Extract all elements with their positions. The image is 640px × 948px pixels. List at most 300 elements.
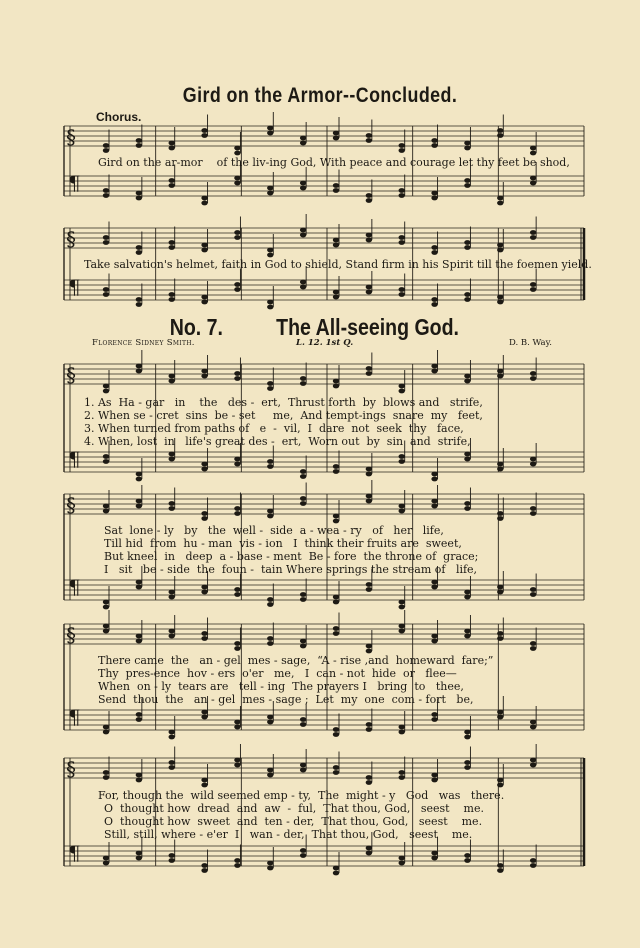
note-head (201, 590, 207, 595)
note-head (169, 292, 175, 297)
note-head (169, 590, 175, 595)
clef-icon: § (66, 757, 76, 781)
note-head (169, 506, 175, 511)
note-head (530, 641, 536, 646)
note-head (103, 193, 109, 198)
note-head (464, 141, 470, 146)
note-head (366, 780, 372, 785)
note-head (431, 499, 437, 504)
note-head (169, 240, 175, 245)
note-head (201, 369, 207, 374)
note-head (136, 585, 142, 590)
note-head (103, 292, 109, 297)
note-head (431, 639, 437, 644)
note-head (169, 297, 175, 302)
note-head (431, 712, 437, 717)
note-head (201, 201, 207, 206)
note-head (169, 374, 175, 379)
note-head (103, 235, 109, 240)
note-head (464, 595, 470, 600)
note-head (399, 389, 405, 394)
note-head (399, 775, 405, 780)
note-head (300, 136, 306, 141)
note-head (103, 188, 109, 193)
note-head (234, 592, 240, 597)
hymn-composer: D. B. Way. (508, 338, 552, 348)
note-head (431, 717, 437, 722)
note-head (530, 587, 536, 592)
note-head (530, 725, 536, 730)
note-head (234, 230, 240, 235)
hymn-title: The All-seeing God. (275, 314, 459, 340)
note-head (399, 770, 405, 775)
note-head (431, 851, 437, 856)
note-head (169, 452, 175, 457)
note-head (464, 765, 470, 770)
note-head (497, 467, 503, 472)
note-head (267, 464, 273, 469)
note-head (431, 138, 437, 143)
clef-icon: § (66, 227, 76, 251)
verse-line: Still, still, where - e'er I wan - der, That thou, God, seest me. (104, 828, 473, 841)
note-head (431, 472, 437, 477)
note-head (431, 143, 437, 148)
note-head (201, 516, 207, 521)
note-head (103, 624, 109, 629)
note-head (234, 863, 240, 868)
note-head (399, 235, 405, 240)
note-head (103, 509, 109, 514)
clef-icon: § (66, 623, 76, 647)
note-head (267, 514, 273, 519)
note-head (464, 297, 470, 302)
clef-icon: ¶ (68, 275, 81, 299)
note-head (333, 732, 339, 737)
note-head (136, 778, 142, 783)
note-head (234, 282, 240, 287)
note-head (103, 856, 109, 861)
note-head (136, 302, 142, 307)
note-head (497, 710, 503, 715)
note-head (136, 712, 142, 717)
note-head (497, 374, 503, 379)
note-head (267, 131, 273, 136)
note-head (234, 176, 240, 181)
note-head (300, 376, 306, 381)
chorus-lyric-line-2: Take salvation's helmet, faith in God to shield, Stand firm in his Spirit till the foemen yield. (84, 258, 592, 271)
note-head (431, 585, 437, 590)
note-head (169, 595, 175, 600)
note-head (530, 230, 536, 235)
note-head (201, 467, 207, 472)
note-head (201, 636, 207, 641)
clef-icon: § (66, 493, 76, 517)
note-head (497, 133, 503, 138)
note-head (399, 730, 405, 735)
note-head (234, 858, 240, 863)
chorus-lyric-line-1: Gird on the ar-mor of the liv-ing God, With peace and courage let thy feet be shod, (98, 156, 570, 169)
verse-line: 3. When turned from paths of e - vil, I dare not seek thy face, (84, 422, 464, 435)
note-head (431, 191, 437, 196)
note-head (399, 193, 405, 198)
note-head (464, 178, 470, 183)
note-head (103, 454, 109, 459)
note-head (366, 290, 372, 295)
note-head (399, 459, 405, 464)
previous-hymn-title: Gird on the Armor--Concluded. (182, 84, 458, 107)
note-head (234, 287, 240, 292)
note-head (431, 369, 437, 374)
note-head (530, 763, 536, 768)
note-head (464, 374, 470, 379)
note-head (201, 863, 207, 868)
note-head (169, 146, 175, 151)
note-head (366, 467, 372, 472)
note-head (169, 629, 175, 634)
note-head (333, 188, 339, 193)
note-head (103, 504, 109, 509)
note-head (530, 720, 536, 725)
verse-line: O thought how sweet and ten - der, That thou, God, seest me. (104, 815, 483, 828)
note-head (464, 379, 470, 384)
note-head (267, 186, 273, 191)
note-head (464, 629, 470, 634)
clef-icon: ¶ (68, 171, 81, 195)
note-head (366, 722, 372, 727)
note-head (136, 250, 142, 255)
note-head (530, 758, 536, 763)
note-head (201, 715, 207, 720)
note-head (399, 600, 405, 605)
note-head (169, 183, 175, 188)
note-head (333, 631, 339, 636)
note-head (103, 770, 109, 775)
verse-line: I sit be - side the foun - tain Where springs the stream of life, (104, 563, 478, 576)
note-head (300, 381, 306, 386)
note-head (267, 641, 273, 646)
note-head (431, 302, 437, 307)
note-head (234, 146, 240, 151)
note-head (300, 597, 306, 602)
note-head (497, 196, 503, 201)
note-head (201, 783, 207, 788)
note-head (201, 295, 207, 300)
note-head (333, 765, 339, 770)
note-head (201, 248, 207, 253)
note-head (464, 240, 470, 245)
note-head (497, 511, 503, 516)
note-head (366, 649, 372, 654)
note-head (234, 181, 240, 186)
note-head (333, 866, 339, 871)
note-head (399, 148, 405, 153)
note-head (267, 300, 273, 305)
clef-icon: ¶ (68, 575, 81, 599)
note-head (497, 783, 503, 788)
note-head (530, 146, 536, 151)
clef-icon: § (66, 363, 76, 387)
note-head (136, 472, 142, 477)
note-head (431, 297, 437, 302)
note-head (366, 233, 372, 238)
note-head (333, 595, 339, 600)
note-head (136, 851, 142, 856)
note-head (366, 133, 372, 138)
hymn-heading (0, 314, 640, 341)
note-head (399, 856, 405, 861)
note-head (136, 143, 142, 148)
note-head (497, 369, 503, 374)
verse-line: When on - ly tears are tell - ing The prayers I bring to thee, (98, 680, 464, 693)
note-head (399, 384, 405, 389)
clef-icon: ¶ (68, 841, 81, 865)
note-head (530, 176, 536, 181)
note-head (333, 871, 339, 876)
note-head (103, 148, 109, 153)
note-head (366, 138, 372, 143)
note-head (366, 587, 372, 592)
note-head (234, 763, 240, 768)
note-head (103, 287, 109, 292)
note-head (300, 228, 306, 233)
note-head (366, 371, 372, 376)
note-head (464, 730, 470, 735)
note-head (234, 506, 240, 511)
note-head (366, 851, 372, 856)
verse-line: 1. As Ha - gar in the des - ert, Thrust forth by blows and strife, (84, 396, 483, 409)
note-head (201, 778, 207, 783)
note-head (169, 634, 175, 639)
note-head (530, 858, 536, 863)
note-head (136, 196, 142, 201)
note-head (136, 191, 142, 196)
note-head (399, 240, 405, 245)
note-head (300, 848, 306, 853)
note-head (201, 374, 207, 379)
note-head (530, 457, 536, 462)
note-head (300, 141, 306, 146)
note-head (136, 297, 142, 302)
note-head (431, 477, 437, 482)
note-head (300, 496, 306, 501)
note-head (234, 587, 240, 592)
note-head (464, 506, 470, 511)
note-head (169, 735, 175, 740)
note-head (333, 384, 339, 389)
note-head (136, 369, 142, 374)
note-head (399, 143, 405, 148)
note-head (333, 626, 339, 631)
note-head (201, 133, 207, 138)
note-head (300, 592, 306, 597)
note-head (464, 245, 470, 250)
note-head (497, 201, 503, 206)
note-head (431, 856, 437, 861)
verse-line: 4. When, lost in life's great des - ert, Worn out by sin and strife, (84, 435, 471, 448)
note-head (234, 758, 240, 763)
note-head (464, 292, 470, 297)
note-head (431, 773, 437, 778)
note-head (333, 243, 339, 248)
note-head (464, 452, 470, 457)
note-head (136, 639, 142, 644)
note-head (399, 629, 405, 634)
note-head (234, 725, 240, 730)
note-head (530, 371, 536, 376)
note-head (267, 126, 273, 131)
note-head (366, 366, 372, 371)
verse-line: There came the an - gel mes - sage, “A - rise ,and homeward fare;” (98, 654, 494, 667)
note-head (300, 285, 306, 290)
hymn-number: No. 7. (169, 314, 224, 340)
note-head (136, 138, 142, 143)
note-head (300, 501, 306, 506)
note-head (169, 730, 175, 735)
note-head (234, 371, 240, 376)
note-head (300, 853, 306, 858)
note-head (431, 245, 437, 250)
note-head (234, 235, 240, 240)
note-head (431, 504, 437, 509)
note-head (497, 631, 503, 636)
note-head (366, 238, 372, 243)
note-head (497, 863, 503, 868)
note-head (234, 376, 240, 381)
note-head (333, 131, 339, 136)
note-head (333, 290, 339, 295)
note-head (169, 858, 175, 863)
note-head (464, 183, 470, 188)
note-head (333, 519, 339, 524)
note-head (333, 295, 339, 300)
note-head (300, 474, 306, 479)
note-head (169, 501, 175, 506)
clef-icon: ¶ (68, 447, 81, 471)
note-head (497, 868, 503, 873)
note-head (431, 580, 437, 585)
note-head (300, 644, 306, 649)
note-head (267, 636, 273, 641)
note-head (201, 710, 207, 715)
note-head (530, 646, 536, 651)
note-head (333, 238, 339, 243)
note-head (300, 722, 306, 727)
note-head (103, 143, 109, 148)
note-head (366, 499, 372, 504)
note-head (136, 634, 142, 639)
note-head (366, 846, 372, 851)
note-head (333, 727, 339, 732)
note-head (201, 128, 207, 133)
note-head (103, 605, 109, 610)
note-head (530, 863, 536, 868)
note-head (169, 379, 175, 384)
note-head (234, 641, 240, 646)
note-head (530, 511, 536, 516)
verse-line: Sat lone - ly by the well - side a - wea - ry of her life, (104, 524, 444, 537)
note-head (267, 305, 273, 310)
note-head (201, 868, 207, 873)
note-head (464, 735, 470, 740)
note-head (169, 765, 175, 770)
note-head (169, 457, 175, 462)
note-head (497, 585, 503, 590)
note-head (267, 597, 273, 602)
note-head (497, 128, 503, 133)
note-head (169, 141, 175, 146)
note-head (464, 634, 470, 639)
note-head (399, 624, 405, 629)
note-head (201, 585, 207, 590)
note-head (333, 514, 339, 519)
note-head (464, 853, 470, 858)
note-head (267, 248, 273, 253)
note-head (464, 858, 470, 863)
note-head (399, 605, 405, 610)
note-head (136, 580, 142, 585)
note-head (497, 462, 503, 467)
note-head (399, 861, 405, 866)
note-head (530, 181, 536, 186)
note-head (300, 717, 306, 722)
note-head (366, 198, 372, 203)
note-head (300, 763, 306, 768)
clef-icon: ¶ (68, 705, 81, 729)
note-head (169, 178, 175, 183)
note-head (333, 770, 339, 775)
note-head (300, 639, 306, 644)
note-head (300, 469, 306, 474)
note-head (267, 386, 273, 391)
note-head (169, 760, 175, 765)
hymn-author: Florence Sidney Smith. (92, 338, 195, 348)
note-head (201, 300, 207, 305)
note-head (103, 389, 109, 394)
note-head (333, 136, 339, 141)
note-head (103, 600, 109, 605)
hymn-meter: L. 12. 1st Q. (296, 338, 354, 348)
note-head (267, 459, 273, 464)
note-head (366, 582, 372, 587)
note-head (464, 760, 470, 765)
note-head (103, 384, 109, 389)
verse-line: Till hid from hu - man vis - ion I think their fruits are sweet, (104, 537, 462, 550)
note-head (399, 509, 405, 514)
note-head (497, 248, 503, 253)
note-head (300, 233, 306, 238)
verse-line: But kneel in deep a - base - ment Be - fore the throne of grace; (104, 550, 479, 563)
note-head (267, 866, 273, 871)
note-head (234, 462, 240, 467)
note-head (497, 715, 503, 720)
note-head (201, 631, 207, 636)
note-head (267, 253, 273, 258)
note-head (399, 292, 405, 297)
verse-line: 2. When se - cret sins be - set me, And tempt-ings snare my feet, (84, 409, 483, 422)
note-head (103, 459, 109, 464)
note-head (497, 295, 503, 300)
note-head (333, 464, 339, 469)
note-head (366, 285, 372, 290)
note-head (399, 287, 405, 292)
note-head (201, 196, 207, 201)
note-head (464, 146, 470, 151)
note-head (300, 181, 306, 186)
note-head (267, 768, 273, 773)
note-head (136, 499, 142, 504)
note-head (366, 494, 372, 499)
note-head (464, 590, 470, 595)
